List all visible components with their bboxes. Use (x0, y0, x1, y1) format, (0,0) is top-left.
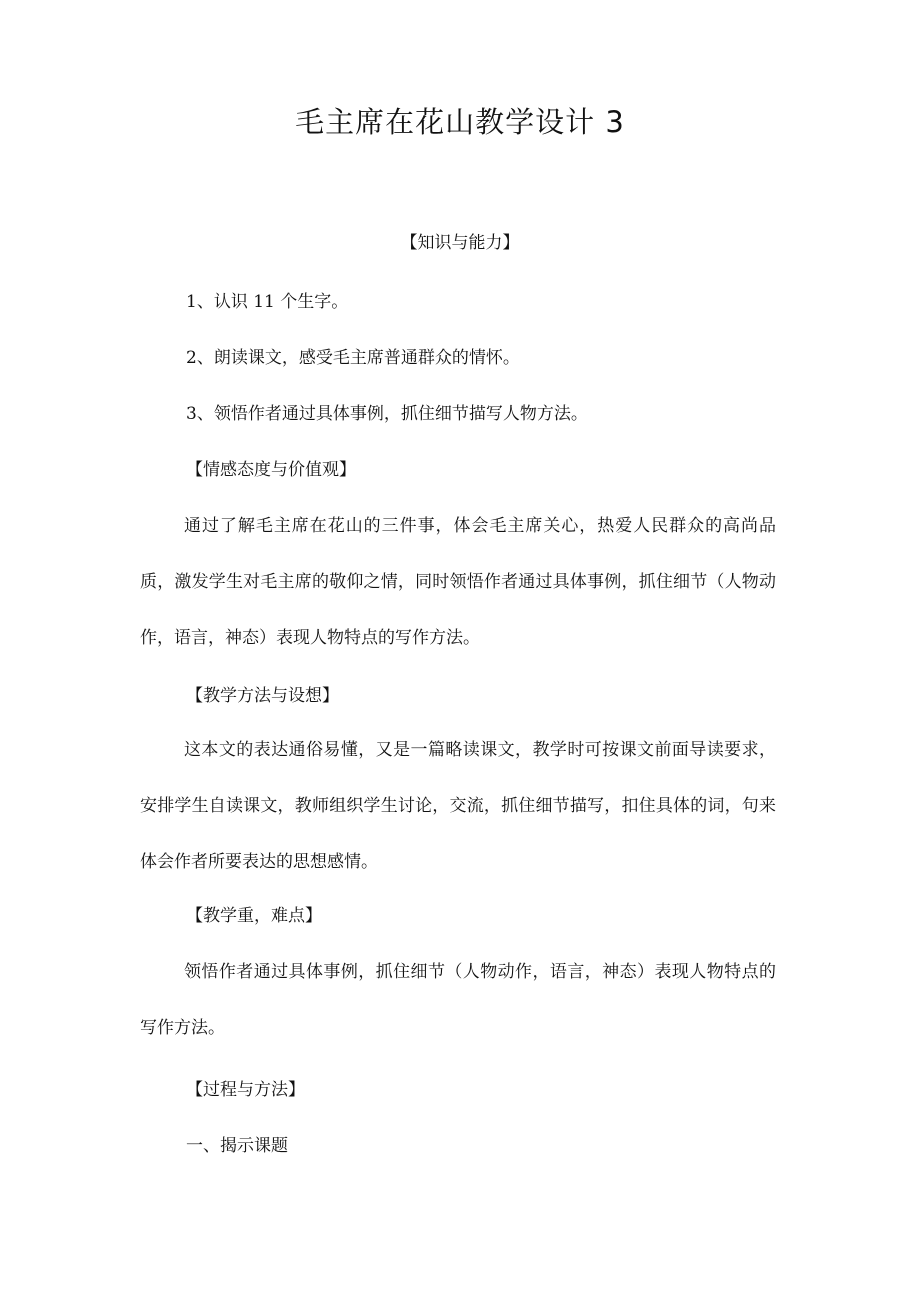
emotion-paragraph: 通过了解毛主席在花山的三件事，体会毛主席关心，热爱人民群众的高尚品质，激发学生对毛主席的敬仰之情，同时领悟作者通过具体事例，抓住细节（人物动作，语言，神态）表现人物特点的写作方法。 (140, 516, 776, 648)
knowledge-item-2: 2、朗读课文，感受毛主席普通群众的情怀。 (186, 348, 520, 368)
section-heading-method: 【教学方法与设想】 (186, 686, 339, 706)
key-paragraph: 领悟作者通过具体事例，抓住细节（人物动作，语言，神态）表现人物特点的写作方法。 (140, 962, 776, 1038)
section-heading-key: 【教学重，难点】 (186, 906, 322, 926)
process-step-1: 一、揭示课题 (186, 1136, 288, 1156)
section-heading-process: 【过程与方法】 (186, 1080, 305, 1100)
section-heading-knowledge: 【知识与能力】 (400, 233, 520, 253)
knowledge-item-3: 3、领悟作者通过具体事例，抓住细节描写人物方法。 (186, 404, 588, 424)
method-paragraph: 这本文的表达通俗易懂，又是一篇略读课文，教学时可按课文前面导读要求，安排学生自读课文，教师组织学生讨论，交流，抓住细节描写，扣住具体的词，句来体会作者所要表达的思想感情。 (140, 740, 776, 872)
knowledge-item-1: 1、认识 11 个生字。 (186, 292, 349, 312)
section-heading-emotion: 【情感态度与价值观】 (186, 460, 356, 480)
document-title: 毛主席在花山教学设计 3 (295, 105, 625, 139)
